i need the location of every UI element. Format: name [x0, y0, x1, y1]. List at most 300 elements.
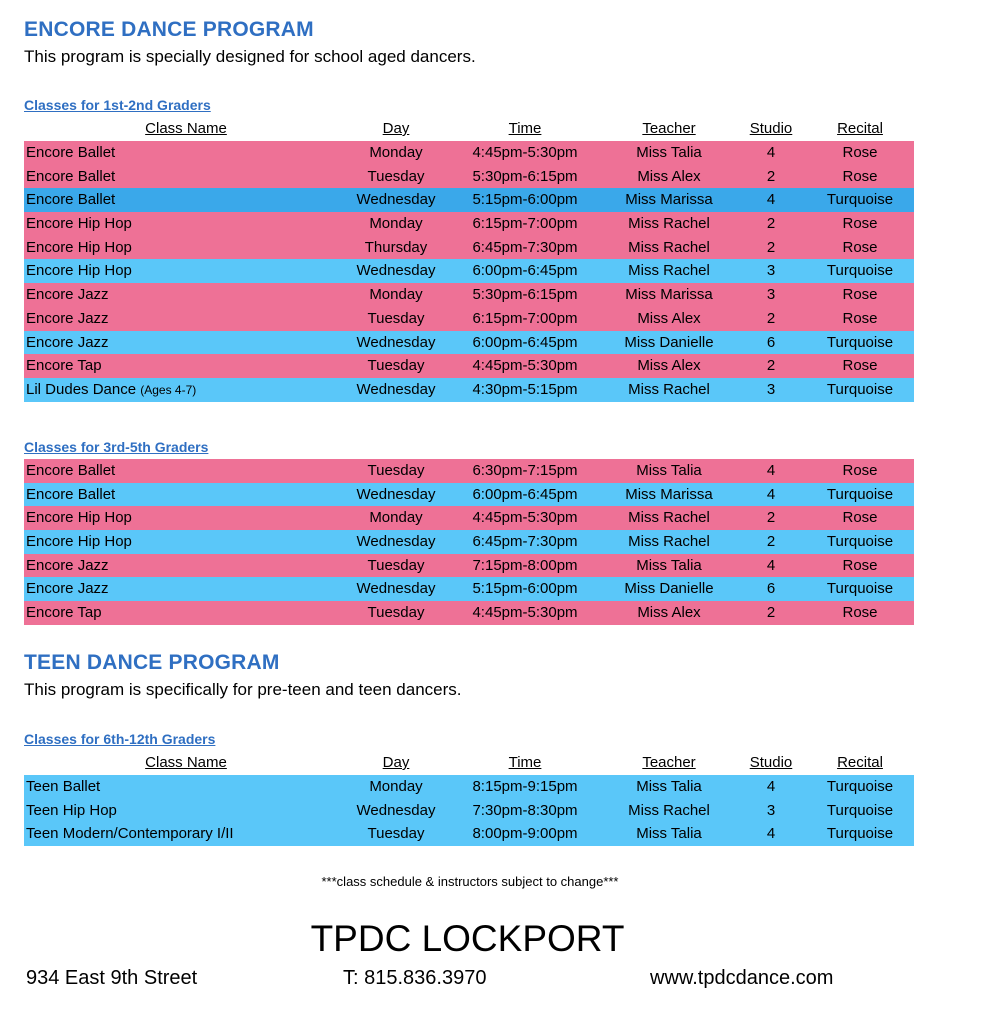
recital-cell-text: Rose [842, 604, 878, 622]
day-cell-text: Wednesday [356, 333, 436, 351]
time-cell-text: 6:45pm-7:30pm [472, 533, 578, 551]
header-teacher: Teacher [642, 120, 696, 137]
group1-title: Classes for 1st-2nd Graders [24, 97, 211, 113]
time-cell [462, 378, 588, 402]
day-cell [346, 259, 446, 283]
time-cell [462, 331, 588, 355]
teacher-cell-text: Miss Alex [637, 604, 701, 622]
header-studio: Studio [749, 754, 793, 771]
class-name-cell-text: Encore Ballet [26, 144, 116, 161]
time-cell-text: 5:30pm-6:15pm [472, 167, 578, 185]
teacher-cell-text: Miss Rachel [628, 380, 710, 398]
day-cell-text: Monday [369, 215, 423, 233]
recital-cell [812, 331, 908, 355]
time-cell [462, 459, 588, 483]
studio-cell-text: 2 [766, 509, 776, 527]
class-name-cell [26, 354, 102, 378]
day-cell-text: Monday [369, 144, 423, 161]
recital-cell [812, 165, 908, 189]
teacher-cell [599, 188, 739, 212]
studio-cell-text: 4 [766, 485, 776, 503]
group3-title: Classes for 6th-12th Graders [24, 731, 216, 747]
time-cell [462, 577, 588, 601]
footer-phone: T: 815.836.3970 [343, 967, 487, 989]
encore-program-intro: This program is specially designed for school aged dancers. [24, 47, 476, 66]
teacher-cell-text: Miss Rachel [628, 262, 710, 280]
class-name-cell-text: Encore Jazz [26, 580, 109, 598]
teacher-cell [599, 799, 739, 823]
studio-cell-text: 4 [766, 462, 776, 479]
day-cell-text: Wednesday [356, 801, 436, 819]
studio-cell [746, 530, 796, 554]
teacher-cell [599, 378, 739, 402]
age-note: (Ages 4-7) [140, 382, 197, 397]
teacher-cell [599, 601, 739, 625]
day-cell [346, 822, 446, 846]
class-name-cell-text: Lil Dudes Dance [26, 380, 141, 398]
table-row [24, 483, 914, 507]
recital-cell-text: Rose [842, 309, 878, 327]
teacher-cell [599, 259, 739, 283]
time-cell-text: 4:45pm-5:30pm [472, 357, 578, 375]
day-cell [346, 331, 446, 355]
table-row [24, 506, 914, 530]
recital-cell [812, 799, 908, 823]
recital-cell-text: Rose [842, 167, 878, 185]
studio-cell-text: 2 [766, 604, 776, 622]
header-class-name: Class Name [145, 120, 227, 137]
class-name-cell [26, 188, 115, 212]
teacher-cell-text: Miss Rachel [628, 215, 710, 233]
class-name-cell-text: Teen Modern/Contemporary I/II [26, 825, 234, 843]
teacher-cell [599, 212, 739, 236]
studio-cell [746, 188, 796, 212]
time-cell [462, 822, 588, 846]
class-name-cell [26, 283, 109, 307]
class-name-cell-text: Encore Ballet [26, 462, 116, 479]
day-cell-text: Wednesday [356, 485, 436, 503]
time-cell-text: 4:45pm-5:30pm [472, 144, 578, 161]
recital-cell [812, 212, 908, 236]
header-recital: Recital [837, 120, 883, 137]
recital-cell [812, 822, 908, 846]
studio-cell-text: 3 [766, 286, 776, 304]
teacher-cell [599, 354, 739, 378]
table-row [24, 188, 914, 212]
class-name-cell [26, 259, 132, 283]
table-row [24, 212, 914, 236]
header-time: Time [508, 120, 542, 137]
teacher-cell-text: Miss Rachel [628, 801, 710, 819]
class-name-cell-text: Encore Jazz [26, 286, 109, 304]
time-cell [462, 506, 588, 530]
table-row [24, 283, 914, 307]
table-row [24, 259, 914, 283]
day-cell [346, 530, 446, 554]
day-cell-text: Tuesday [367, 604, 425, 622]
teacher-cell [599, 307, 739, 331]
header-time: Time [508, 754, 542, 771]
encore-program-title: ENCORE DANCE PROGRAM [24, 18, 314, 41]
table-row [24, 236, 914, 260]
studio-cell [746, 577, 796, 601]
time-cell-text: 4:45pm-5:30pm [472, 604, 578, 622]
recital-cell-text: Turquoise [826, 333, 894, 351]
teen-program-title: TEEN DANCE PROGRAM [24, 651, 280, 674]
class-name-cell-text: Encore Hip Hop [26, 215, 132, 233]
class-name-cell [26, 307, 109, 331]
time-cell-text: 7:30pm-8:30pm [472, 801, 578, 819]
class-name-cell [26, 506, 132, 530]
studio-cell-text: 4 [766, 144, 776, 161]
teacher-cell [599, 331, 739, 355]
day-cell-text: Tuesday [367, 357, 425, 375]
table-row [24, 331, 914, 355]
recital-cell [812, 506, 908, 530]
time-cell-text: 8:15pm-9:15pm [472, 778, 578, 795]
class-name-cell [26, 601, 102, 625]
teacher-cell-text: Miss Rachel [628, 533, 710, 551]
day-cell [346, 554, 446, 578]
recital-cell [812, 354, 908, 378]
class-name-cell-text: Encore Ballet [26, 191, 116, 209]
class-name-cell [26, 236, 132, 260]
studio-cell [746, 822, 796, 846]
class-name-cell [26, 165, 115, 189]
recital-cell-text: Rose [842, 144, 878, 161]
teacher-cell-text: Miss Alex [637, 357, 701, 375]
day-cell-text: Wednesday [356, 580, 436, 598]
header-day: Day [382, 754, 410, 771]
day-cell [346, 799, 446, 823]
studio-cell-text: 2 [766, 533, 776, 551]
table-row [24, 799, 914, 823]
teacher-cell [599, 141, 739, 165]
table-row [24, 165, 914, 189]
recital-cell [812, 483, 908, 507]
schedule-disclaimer: ***class schedule & instructors subject to change*** [321, 874, 619, 889]
studio-cell-text: 3 [766, 262, 776, 280]
day-cell [346, 577, 446, 601]
recital-cell [812, 459, 908, 483]
time-cell [462, 188, 588, 212]
footer-website[interactable]: www.tpdcdance.com [650, 967, 834, 989]
teacher-cell [599, 236, 739, 260]
studio-cell [746, 331, 796, 355]
time-cell-text: 6:30pm-7:15pm [472, 462, 578, 479]
studio-cell-text: 2 [766, 215, 776, 233]
header-class-name: Class Name [145, 754, 227, 771]
table-row [24, 459, 914, 483]
class-name-cell-text: Encore Ballet [26, 485, 116, 503]
group2-title: Classes for 3rd-5th Graders [24, 439, 209, 455]
day-cell [346, 459, 446, 483]
time-cell [462, 799, 588, 823]
table-row [24, 822, 914, 846]
recital-cell-text: Turquoise [826, 262, 894, 280]
studio-cell-text: 3 [766, 380, 776, 398]
studio-cell-text: 4 [766, 778, 776, 795]
studio-cell [746, 378, 796, 402]
group1-header-row [24, 120, 914, 140]
studio-cell [746, 141, 796, 165]
day-cell [346, 506, 446, 530]
time-cell-text: 4:45pm-5:30pm [472, 509, 578, 527]
time-cell [462, 259, 588, 283]
time-cell [462, 483, 588, 507]
teacher-cell [599, 165, 739, 189]
day-cell-text: Tuesday [367, 556, 425, 574]
day-cell [346, 236, 446, 260]
day-cell-text: Monday [369, 509, 423, 527]
time-cell-text: 5:15pm-6:00pm [472, 191, 578, 209]
recital-cell [812, 554, 908, 578]
recital-cell-text: Rose [842, 238, 878, 256]
studio-cell [746, 554, 796, 578]
teacher-cell-text: Miss Talia [636, 556, 702, 574]
day-cell-text: Monday [369, 286, 423, 304]
footer-address: 934 East 9th Street [26, 967, 198, 989]
day-cell [346, 354, 446, 378]
class-name-cell [26, 483, 115, 507]
class-name-cell-text: Teen Hip Hop [26, 801, 117, 819]
time-cell [462, 530, 588, 554]
time-cell [462, 601, 588, 625]
class-name-cell [26, 378, 196, 403]
day-cell [346, 188, 446, 212]
class-name-cell-text: Encore Jazz [26, 333, 109, 351]
time-cell-text: 6:00pm-6:45pm [472, 262, 578, 280]
time-cell [462, 236, 588, 260]
recital-cell-text: Turquoise [826, 380, 894, 398]
day-cell [346, 212, 446, 236]
table-row [24, 554, 914, 578]
day-cell-text: Wednesday [356, 262, 436, 280]
class-name-cell [26, 554, 109, 578]
time-cell-text: 5:30pm-6:15pm [472, 286, 578, 304]
teacher-cell-text: Miss Marissa [625, 485, 713, 503]
class-name-cell-text: Teen Ballet [26, 778, 101, 795]
class-name-cell-text: Encore Hip Hop [26, 509, 132, 527]
header-teacher: Teacher [642, 754, 696, 771]
teacher-cell-text: Miss Alex [637, 309, 701, 327]
table-row [24, 141, 914, 165]
day-cell-text: Tuesday [367, 167, 425, 185]
studio-cell-text: 4 [766, 825, 776, 843]
recital-cell [812, 283, 908, 307]
day-cell-text: Wednesday [356, 533, 436, 551]
table-row [24, 354, 914, 378]
teacher-cell-text: Miss Danielle [624, 580, 714, 598]
studio-cell [746, 259, 796, 283]
studio-cell [746, 283, 796, 307]
teacher-cell-text: Miss Talia [636, 462, 702, 479]
header-studio: Studio [749, 120, 793, 137]
time-cell [462, 141, 588, 165]
teacher-cell-text: Miss Marissa [625, 191, 713, 209]
recital-cell [812, 601, 908, 625]
studio-cell-text: 2 [766, 357, 776, 375]
recital-cell-text: Rose [842, 556, 878, 574]
time-cell-text: 4:30pm-5:15pm [472, 380, 578, 398]
studio-cell-text: 6 [766, 333, 776, 351]
recital-cell-text: Rose [842, 462, 878, 479]
class-name-cell [26, 822, 234, 846]
recital-cell [812, 259, 908, 283]
studio-cell-text: 2 [766, 238, 776, 256]
day-cell [346, 307, 446, 331]
teacher-cell [599, 506, 739, 530]
day-cell-text: Wednesday [356, 191, 436, 209]
studio-cell-text: 6 [766, 580, 776, 598]
class-name-cell-text: Encore Tap [26, 357, 102, 375]
studio-cell [746, 799, 796, 823]
recital-cell-text: Rose [842, 215, 878, 233]
time-cell [462, 212, 588, 236]
table-row [24, 307, 914, 331]
studio-cell [746, 506, 796, 530]
time-cell [462, 354, 588, 378]
studio-cell-text: 4 [766, 556, 776, 574]
day-cell [346, 165, 446, 189]
time-cell [462, 554, 588, 578]
recital-cell-text: Turquoise [826, 778, 894, 795]
studio-cell [746, 775, 796, 799]
time-cell-text: 6:00pm-6:45pm [472, 485, 578, 503]
studio-cell [746, 354, 796, 378]
teen-program-intro: This program is specifically for pre-teen and teen dancers. [24, 680, 462, 699]
day-cell-text: Tuesday [367, 309, 425, 327]
recital-cell-text: Turquoise [826, 801, 894, 819]
class-name-cell-text: Encore Jazz [26, 309, 109, 327]
teacher-cell [599, 483, 739, 507]
time-cell [462, 165, 588, 189]
group1-table [24, 141, 914, 402]
studio-cell [746, 483, 796, 507]
teacher-cell-text: Miss Talia [636, 825, 702, 843]
teacher-cell-text: Miss Rachel [628, 509, 710, 527]
teacher-cell-text: Miss Rachel [628, 238, 710, 256]
teacher-cell [599, 775, 739, 799]
recital-cell [812, 236, 908, 260]
time-cell [462, 307, 588, 331]
studio-cell [746, 307, 796, 331]
teacher-cell [599, 530, 739, 554]
teacher-cell [599, 283, 739, 307]
class-name-cell [26, 459, 115, 483]
table-row [24, 775, 914, 799]
table-row [24, 378, 914, 402]
class-name-cell-text: Encore Tap [26, 604, 102, 622]
recital-cell-text: Turquoise [826, 825, 894, 843]
studio-cell [746, 459, 796, 483]
day-cell [346, 283, 446, 307]
recital-cell-text: Rose [842, 357, 878, 375]
recital-cell [812, 307, 908, 331]
studio-cell [746, 165, 796, 189]
recital-cell [812, 141, 908, 165]
day-cell-text: Wednesday [356, 380, 436, 398]
time-cell-text: 6:15pm-7:00pm [472, 215, 578, 233]
class-name-cell [26, 212, 132, 236]
day-cell-text: Thursday [364, 238, 428, 256]
studio-cell [746, 212, 796, 236]
time-cell-text: 6:15pm-7:00pm [472, 309, 578, 327]
class-name-cell [26, 530, 132, 554]
time-cell-text: 8:00pm-9:00pm [472, 825, 578, 843]
time-cell [462, 283, 588, 307]
class-name-cell [26, 577, 109, 601]
class-name-cell-text: Encore Hip Hop [26, 238, 132, 256]
teacher-cell-text: Miss Alex [637, 167, 701, 185]
recital-cell-text: Turquoise [826, 485, 894, 503]
recital-cell-text: Rose [842, 286, 878, 304]
recital-cell [812, 188, 908, 212]
class-name-cell [26, 775, 100, 799]
day-cell-text: Tuesday [367, 825, 425, 843]
studio-cell-text: 2 [766, 167, 776, 185]
teacher-cell-text: Miss Talia [636, 144, 702, 161]
day-cell [346, 141, 446, 165]
teacher-cell [599, 822, 739, 846]
class-name-cell [26, 799, 117, 823]
time-cell-text: 6:00pm-6:45pm [472, 333, 578, 351]
day-cell-text: Tuesday [367, 462, 425, 479]
recital-cell-text: Turquoise [826, 191, 894, 209]
recital-cell-text: Rose [842, 509, 878, 527]
studio-cell-text: 3 [766, 801, 776, 819]
time-cell-text: 7:15pm-8:00pm [472, 556, 578, 574]
class-name-cell-text: Encore Jazz [26, 556, 109, 574]
group3-header-row [24, 754, 914, 774]
recital-cell-text: Turquoise [826, 533, 894, 551]
time-cell-text: 5:15pm-6:00pm [472, 580, 578, 598]
recital-cell [812, 378, 908, 402]
recital-cell-text: Turquoise [826, 580, 894, 598]
class-name-cell-text: Encore Ballet [26, 167, 116, 185]
recital-cell [812, 530, 908, 554]
day-cell-text: Monday [369, 778, 423, 795]
time-cell-text: 6:45pm-7:30pm [472, 238, 578, 256]
day-cell [346, 483, 446, 507]
header-day: Day [382, 120, 410, 137]
group2-table [24, 459, 914, 625]
day-cell [346, 378, 446, 402]
teacher-cell [599, 459, 739, 483]
studio-cell-text: 2 [766, 309, 776, 327]
teacher-cell [599, 554, 739, 578]
teacher-cell-text: Miss Danielle [624, 333, 714, 351]
teacher-cell-text: Miss Marissa [625, 286, 713, 304]
time-cell [462, 775, 588, 799]
group3-table [24, 775, 914, 846]
table-row [24, 577, 914, 601]
studio-cell-text: 4 [766, 191, 776, 209]
day-cell [346, 601, 446, 625]
recital-cell [812, 775, 908, 799]
teacher-cell [599, 577, 739, 601]
header-recital: Recital [837, 754, 883, 771]
recital-cell [812, 577, 908, 601]
class-name-cell [26, 141, 115, 165]
brand-title: TPDC LOCKPORT [310, 918, 625, 959]
teacher-cell-text: Miss Talia [636, 778, 702, 795]
class-name-cell [26, 331, 109, 355]
studio-cell [746, 601, 796, 625]
day-cell [346, 775, 446, 799]
table-row [24, 530, 914, 554]
table-row [24, 601, 914, 625]
